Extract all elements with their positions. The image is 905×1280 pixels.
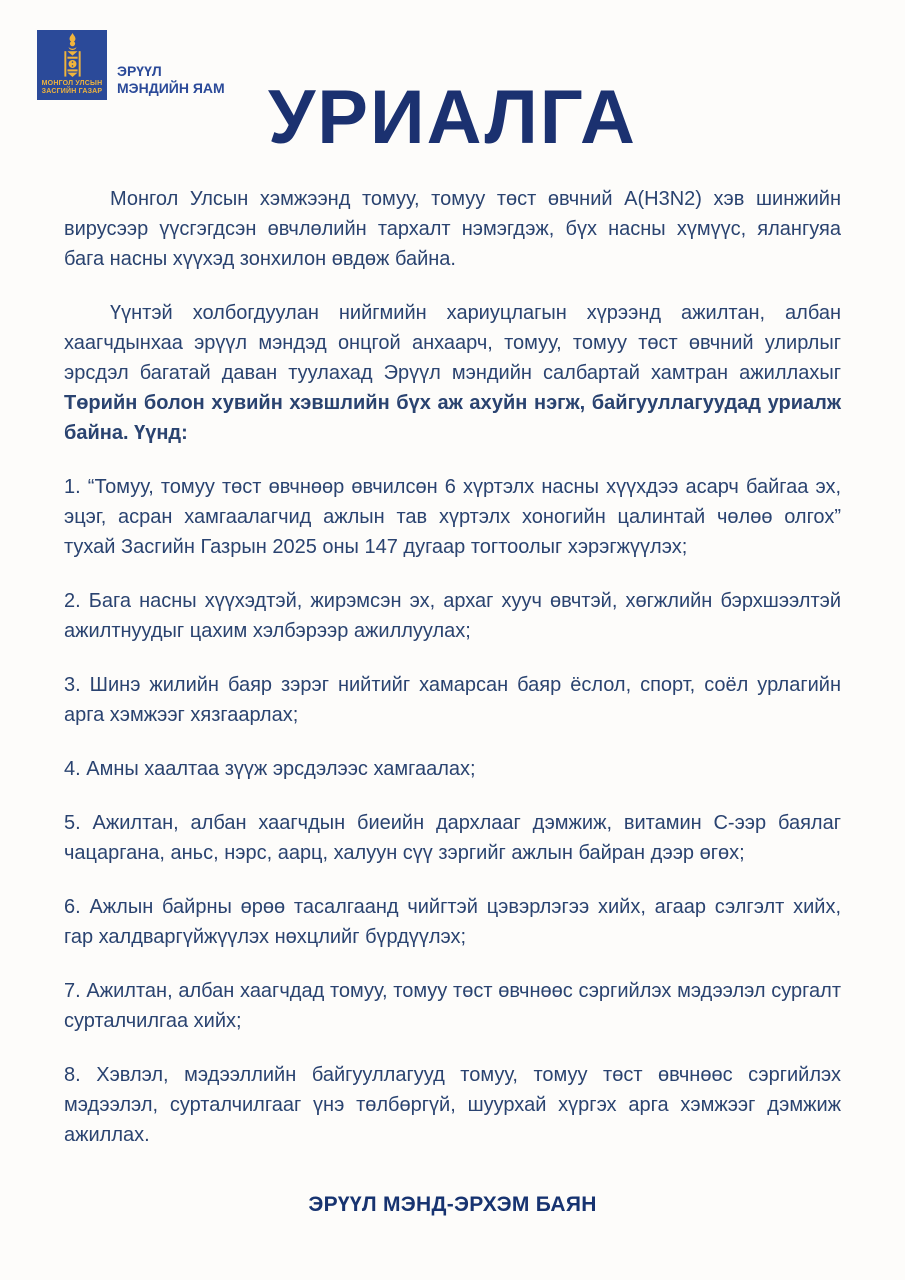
government-header xyxy=(37,30,225,100)
list-item-3: 3. Шинэ жилийн баяр зэрэг нийтийг хамарсан баяр ёслол, спорт, соёл урлагийн арга хэмжээг хязгаарлах; xyxy=(64,674,841,726)
list-item-2: 2. Бага насны хүүхэдтэй, жирэмсэн эх, архаг хууч өвчтэй, хөгжлийн бэрхшээлтэй ажилтнуудыг цахим хэлбэрээр ажиллуулах; xyxy=(64,590,841,642)
ministry-name-line2: МЭНДИЙН ЯАМ xyxy=(117,80,225,96)
appeal-paragraph xyxy=(64,298,841,448)
ministry-name-line1: ЭРҮҮЛ xyxy=(117,63,162,79)
list-item-8: 8. Хэвлэл, мэдээллийн байгууллагууд томуу, томуу төст өвчнөөс сэргийлэх мэдээлэл, сурталчилгааг үнэ төлбөргүй, шуурхай хүргэх арга хэмжээг дэмжиж ажиллах. xyxy=(64,1064,841,1146)
intro-paragraph: Монгол Улсын хэмжээнд томуу, томуу төст өвчний А(H3N2) хэв шинжийн вирусээр үүсгэгдсэн өвчлөлийн тархалт нэмэгдэж, бүх насны хүмүүс, ялангуяа бага насны хүүхэд зонхилон өвдөж байна. xyxy=(64,188,841,270)
document-body xyxy=(0,184,905,1220)
page-title: УРИАЛГА xyxy=(268,75,637,160)
list-item-7: 7. Ажилтан, албан хаагчдад томуу, томуу төст өвчнөөс сэргийлэх мэдээлэл сургалт сурталчилгаа хийх; xyxy=(64,980,841,1032)
government-org-line1: МОНГОЛ УЛСЫН xyxy=(41,80,103,87)
ministry-name xyxy=(117,63,225,97)
soyombo-icon xyxy=(60,33,85,77)
government-org-line2: ЗАСГИЙН ГАЗАР xyxy=(41,88,103,95)
list-item-5: 5. Ажилтан, албан хаагчдын биеийн дархлааг дэмжиж, витамин C-ээр баялаг чацаргана, аньс, нэрс, аарц, халуун сүү зэргийг ажлын байран дээр өгөх; xyxy=(64,812,841,864)
list-item-6: 6. Ажлын байрны өрөө тасалгаанд чийгтэй цэвэрлэгээ хийх, агаар сэлгэлт хийх, гар халдваргүйжүүлэх нөхцлийг бүрдүүлэх; xyxy=(64,896,841,948)
government-org-name xyxy=(42,80,103,96)
list-item-1: 1. “Томуу, томуу төст өвчнөөр өвчилсөн 6 хүртэлх насны хүүхдээ асарч байгаа эх, эцэг, асран хамгаалагчид ажлын тав хүртэлх хоногийн цалинтай чөлөө олгох” тухай Засгийн Газрын 2025 оны 147 дугаар тогтоолыг хэрэгжүүлэх; xyxy=(64,476,841,558)
list-item-4: 4. Амны хаалтаа зүүж эрсдэлээс хамгаалах; xyxy=(64,758,476,780)
appeal-paragraph-bold: Төрийн болон хувийн хэвшлийн бүх аж ахуйн нэгж, байгууллагуудад уриалж байна. Үүнд: xyxy=(64,392,841,444)
appeal-paragraph-regular: Үүнтэй холбогдуулан нийгмийн хариуцлагын хүрээнд ажилтан, албан хаагчдынхаа эрүүл мэндэд онцгой анхаарч, томуу, томуу төст өвчний улирлыг эрсдэл багатай даван туулахад Эрүүл мэндийн салбартай хамтран ажиллахыг xyxy=(64,302,841,384)
slogan-footer: ЭРҮҮЛ МЭНД-ЭРХЭМ БАЯН xyxy=(308,1193,597,1216)
government-logo xyxy=(37,30,107,100)
